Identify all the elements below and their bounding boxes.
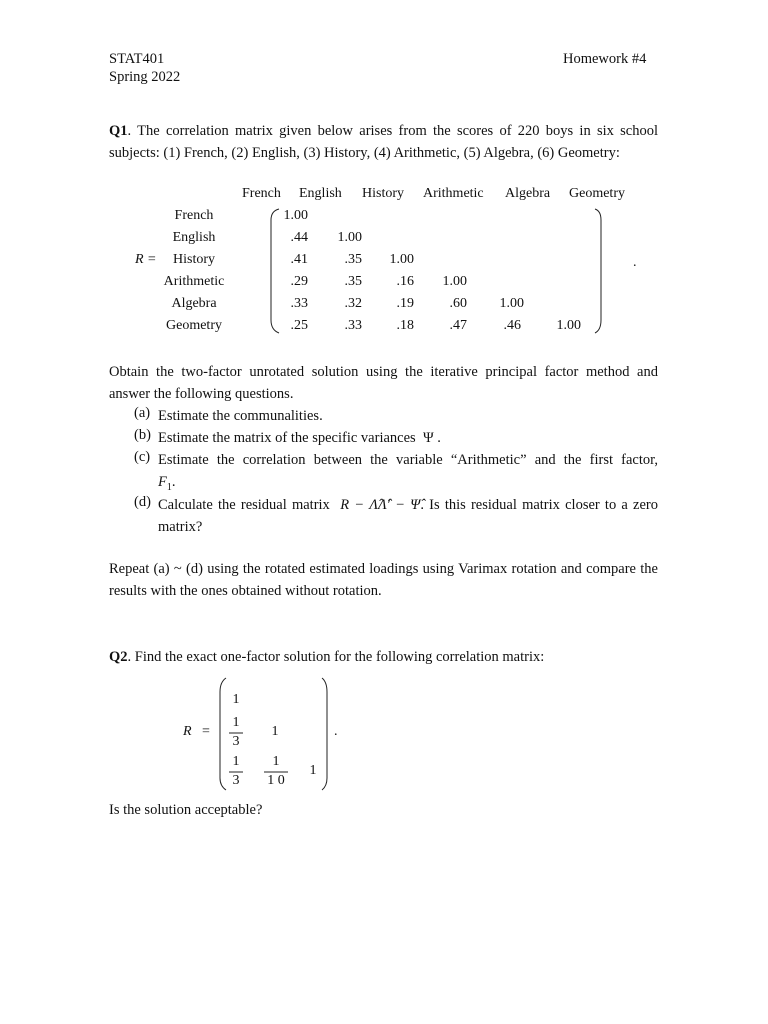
matrix-cell: .41 <box>290 252 308 267</box>
matrix-cell: .33 <box>344 318 362 333</box>
term: Spring 2022 <box>109 69 181 85</box>
row-header: English <box>172 230 216 245</box>
col-header: History <box>362 186 404 201</box>
part-d <box>134 494 658 538</box>
matrix-cell: 1 <box>232 692 240 707</box>
q1-repeat: Repeat (a) ~ (d) using the rotated estimated loadings using Varimax rotation and compare the results with the ones obtained without rotation. <box>109 561 658 599</box>
col-header: Algebra <box>505 186 551 201</box>
right-paren <box>595 209 601 333</box>
part-label: (c) <box>134 449 151 465</box>
fraction-numerator: 1 <box>232 715 240 730</box>
part-label: (a) <box>134 405 151 421</box>
matrix-cell: .35 <box>344 252 362 267</box>
matrix-cell: 1.00 <box>556 318 581 333</box>
row-header: Algebra <box>171 296 217 311</box>
matrix-cell: .35 <box>344 274 362 289</box>
matrix-cell: .25 <box>290 318 308 333</box>
matrix-cell: .32 <box>344 296 362 311</box>
fraction-numerator: 1 <box>272 754 280 769</box>
part-b <box>134 427 658 449</box>
matrix-cell: 1.00 <box>442 274 467 289</box>
fraction-denominator: 1 0 <box>267 773 285 788</box>
matrix-period: . <box>334 724 338 739</box>
row-header: History <box>173 252 215 267</box>
q2-right-paren <box>322 678 327 790</box>
col-header: Arithmetic <box>423 186 484 201</box>
part-text: Estimate the correlation between the variable “Arithmetic” and the first factor, <box>158 452 658 468</box>
fraction-numerator: 1 <box>232 754 240 769</box>
part-a <box>134 405 658 427</box>
matrix-cell: .46 <box>503 318 521 333</box>
part-c <box>134 449 658 493</box>
part-b-text: Estimate the matrix of the specific variances <box>158 430 416 446</box>
psi-symbol: Ψ <box>422 430 434 446</box>
period: . <box>437 430 441 446</box>
course-code: STAT401 <box>109 51 165 67</box>
matrix-cell: 1.00 <box>283 208 308 223</box>
matrix-symbol: R = <box>135 252 157 267</box>
matrix-symbol: R <box>183 724 192 739</box>
matrix-cell: 1.00 <box>337 230 362 245</box>
part-d-text: Calculate the residual matrix <box>158 497 330 513</box>
q2-left-paren <box>220 678 226 790</box>
part-text <box>158 494 658 538</box>
col-header: English <box>299 186 342 201</box>
col-header: Geometry <box>569 186 625 201</box>
residual-expression: R − Λ̂Λ̂′ − Ψ̂ <box>340 497 421 513</box>
matrix-cell: .18 <box>396 318 414 333</box>
row-header: French <box>174 208 214 223</box>
fraction-denominator: 3 <box>232 773 240 788</box>
factor-sub: 1 <box>166 481 172 493</box>
part-text <box>158 427 658 449</box>
q2-label: Q2 <box>109 649 128 665</box>
matrix-cell: 1 <box>271 724 279 739</box>
matrix-cell: .16 <box>396 274 414 289</box>
q1-task: Obtain the two-factor unrotated solution using the iterative principal factor method and answer the following questions. <box>109 364 658 402</box>
period: . <box>171 474 176 490</box>
matrix-period: . <box>633 255 637 270</box>
assignment-title: Homework #4 <box>563 51 647 67</box>
matrix-cell: 1 <box>309 763 317 778</box>
part-label: (b) <box>134 427 151 443</box>
matrix-cell: .47 <box>449 318 467 333</box>
matrix-cell: 1.00 <box>499 296 524 311</box>
part-d-text-after: . Is this residual matrix closer to a zero matrix? <box>158 497 658 535</box>
q1-label: Q1 <box>109 123 128 139</box>
matrix-cell: 1.00 <box>389 252 414 267</box>
part-label: (d) <box>134 494 151 510</box>
row-header: Geometry <box>166 318 222 333</box>
q2-intro <box>109 646 658 668</box>
part-text: Estimate the communalities. <box>158 408 323 424</box>
factor-letter: F <box>158 474 167 490</box>
matrix-cell: .29 <box>290 274 308 289</box>
col-header: French <box>242 186 281 201</box>
matrix-cell: .44 <box>290 230 308 245</box>
matrix-cell: .19 <box>396 296 414 311</box>
q2-question: Is the solution acceptable? <box>109 802 263 818</box>
q1-intro-text: . The correlation matrix given below arises from the scores of 220 boys in six school subjects: (1) French, (2) English, (3) History, (4) Arithmetic, (5) Algebra, (6) Geometry: <box>109 123 658 161</box>
row-header: Arithmetic <box>163 274 225 289</box>
q2-intro-text: . Find the exact one-factor solution for the following correlation matrix: <box>127 649 545 665</box>
equals-sign: = <box>202 724 210 739</box>
matrix-cell: .60 <box>449 296 467 311</box>
fraction-denominator: 3 <box>232 734 240 749</box>
left-paren <box>271 209 279 333</box>
matrix-cell: .33 <box>290 296 308 311</box>
